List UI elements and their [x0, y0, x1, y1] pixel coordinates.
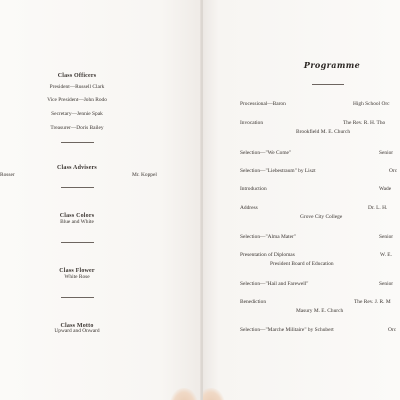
- class-flower-heading: Class Flower: [59, 268, 95, 274]
- class-motto-value: Upward and Onward: [54, 328, 100, 334]
- class-motto-heading: Class Motto: [60, 323, 94, 329]
- programme-item-left: Selection—"Alma Mater": [240, 234, 297, 240]
- programme-item-left: Selection—"Hail and Farewell": [240, 281, 309, 287]
- programme-item-left: Benediction: [240, 299, 267, 305]
- programme-item-left: Processional—Baron: [240, 101, 286, 107]
- class-officers-heading: Class Officers: [57, 73, 97, 79]
- section-divider: [61, 297, 94, 298]
- officer-treasurer: Treasurer—Doris Bailey: [50, 125, 104, 131]
- programme-item-left: Selection—"Liebestraum" by Liszt: [240, 168, 316, 174]
- programme-item-sub: Brookfield M. E. Church: [296, 129, 351, 135]
- class-colors-value: Blue and White: [60, 219, 94, 225]
- programme-item-right: Senior: [379, 234, 394, 240]
- officer-secretary: Secretary—Jennie Spak: [51, 111, 103, 117]
- programme-item-right: Senior: [379, 150, 394, 156]
- programme-item-sub: Grove City College: [300, 214, 343, 220]
- programme-item-left: Selection—"We Come": [240, 150, 292, 156]
- programme-item-sub: Masury M. E. Church: [296, 308, 344, 314]
- programme-item-right: Dr. L. H.: [368, 205, 388, 211]
- programme-item-right: W. E.: [380, 252, 392, 258]
- programme-item-left: Invocation: [240, 120, 264, 126]
- section-divider: [61, 242, 94, 243]
- title-divider: [312, 84, 344, 85]
- officer-vice-president: Vice President—John Rodo: [47, 97, 107, 103]
- programme-item-left: Introduction: [240, 186, 267, 192]
- class-colors-heading: Class Colors: [59, 213, 95, 219]
- officer-president: President—Russell Clark: [49, 84, 105, 90]
- class-advisers-heading: Class Advisers: [57, 165, 97, 171]
- adviser-right-name: Mr. Koppel: [132, 172, 157, 178]
- page-shadow: [203, 388, 225, 400]
- programme-item-right: The Rev. R. H. Tho: [343, 120, 386, 126]
- programme-item-right: The Rev. J. R. M: [354, 299, 391, 305]
- programme-item-right: High School Orc: [353, 101, 390, 107]
- programme-item-left: Address: [240, 205, 258, 211]
- right-page: [203, 0, 400, 400]
- programme-item-sub: President Board of Education: [270, 261, 334, 267]
- page-shadow: [170, 388, 198, 400]
- programme-item-right: Orc: [388, 327, 397, 333]
- class-flower-value: White Rose: [64, 274, 90, 280]
- programme-item-right: Senior: [379, 281, 394, 287]
- programme-item-left: Selection—"Marche Militaire" by Schubert: [240, 327, 334, 333]
- adviser-left-name: Rosser: [0, 172, 15, 178]
- programme-item-right: Orc: [389, 168, 398, 174]
- section-divider: [61, 187, 94, 188]
- programme-item-right: Wade: [379, 186, 392, 192]
- section-divider: [61, 142, 94, 143]
- programme-item-left: Presentation of Diplomas: [240, 252, 295, 258]
- programme-title: Programme: [303, 60, 361, 70]
